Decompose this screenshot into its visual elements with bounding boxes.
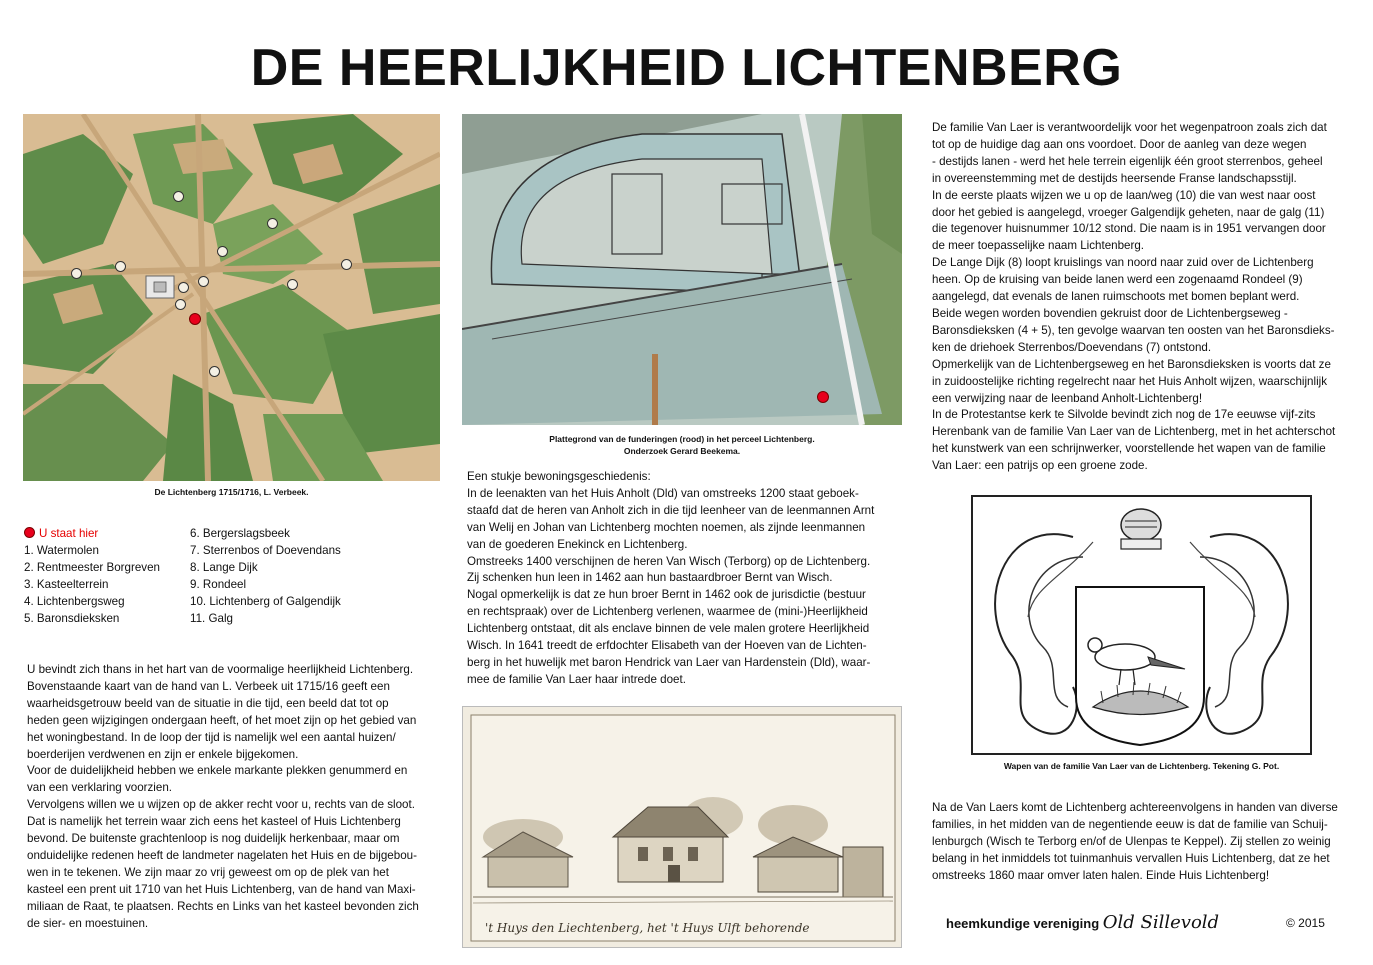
map-number-marker [178,282,189,293]
foundation-marker [817,391,829,403]
text-line: en rechtspraak) over de Lichtenberg verlenen, waarmee de (mini-)Heerlijkheid [467,605,868,619]
text-line: een verwijzing naar de leenband Anholt-Lichtenberg! [932,391,1203,405]
text-line: in zuidoostelijke richting regelrecht naar het Huis Anholt wijzen, waarschijnlijk [932,374,1328,388]
text-line: onduidelijke redenen heeft de landmeter nagelaten het Huis en de bijgebou- [27,848,417,862]
text-line: Na de Van Laers komt de Lichtenberg achtereenvolgens in handen van diverse [932,801,1338,814]
text-line: omstreeks 1860 maar omver laten halen. Einde Huis Lichtenberg! [932,868,1270,882]
foundation-caption-line2: Onderzoek Gerard Beekema. [623,446,741,456]
text-line: staafd dat de heren van Anholt zich in die tijd leenheer van de leenmannen Arnt [467,503,875,517]
text-line: Wisch. In 1641 treedt de erfdochter Elisabeth van der Hoeven van de Lichten- [467,639,867,653]
copyright: © 2015 [1286,916,1325,930]
text-line: wen in te tekenen. We zijn maar zo vrij geweest om op de plek van het [27,865,389,879]
legend-item: 9. Rondeel [190,578,247,591]
text-line: belang in het inmiddels tot tuinmanhuis vervallen Huis Lichtenberg, dat ze het [932,851,1330,865]
page-title: DE HEERLIJKHEID LICHTENBERG [250,39,1123,97]
text-line: aangelegd, dat evenals de lanen ruimschoots met bomen beplant werd. [932,290,1300,304]
text-line: In de eerste plaats wijzen we u op de laan/weg (10) die van west naar oost [932,188,1316,202]
foundation-plan-drawing [462,114,902,425]
text-line: door het gebied is aangelegd, vroeger Galgendijk geheten, naar de galg (11) [932,205,1325,219]
legend-marker [24,527,35,538]
foundation-plan-caption [462,433,902,457]
text-line: Baronsdieksken (4 + 5), ten gevolge waarvan ten oosten van het Baronsdieks- [932,323,1335,337]
text-line: Een stukje bewoningsgeschiedenis: [467,470,651,483]
text-line: Nogal opmerkelijk is dat ze hun broer Bernt in 1462 ook de jurisdictie (bestuur [467,588,866,602]
text-line: bevond. De buitenste grachtenloop is nog duidelijk herkenbaar, maar om [27,832,400,846]
legend-item: 1. Watermolen [24,544,99,557]
text-line: Dat is namelijk het terrein waar zich eens het kasteel of Huis Lichtenberg [27,815,401,829]
text-line: mee de familie Van Laer haar intrede doet. [467,672,686,686]
text-line: Opmerkelijk van de Lichtenbergseweg en het Baronsdieksken is voorts dat ze [932,357,1331,371]
text-line: die tegenover huisnummer 10/12 stond. Die naam is in 1951 vervangen door [932,222,1326,236]
legend-item: 3. Kasteelterrein [24,578,109,591]
middle-text-block [467,469,907,689]
text-line: het kunstwerk van een schrijnwerker, voorstellende het wapen van de familie [932,442,1326,456]
coat-of-arms-drawing [973,497,1310,753]
text-line: heen. Op de kruising van beide lanen werd een zogenaamd Rondeel (9) [932,273,1303,287]
text-line: het woningbestand. In de loop der tijd is namelijk wel een aantal huizen/ [27,730,396,744]
text-line: De Lange Dijk (8) loopt kruislings van noord naar zuid over de Lichtenberg [932,256,1314,270]
text-line: ken de driehoek Sterrenbos/Doevendans (7) ontstond. [932,340,1212,354]
legend-item: 2. Rentmeester Borgreven [24,561,160,574]
legend-item: 5. Baronsdieksken [24,612,120,625]
map-number-marker [198,276,209,287]
text-line: boerderijen verdwenen en zijn er enkele bijgekomen. [27,747,299,761]
map-number-marker [267,218,278,229]
text-line: Van Laer: een patrijs op een groene zode. [932,459,1148,473]
footer-society [946,912,1219,933]
engraving-huis-lichtenberg [462,706,902,948]
you-are-here-marker [189,313,201,325]
footer-brand: Old Sillevold [1102,912,1220,933]
historic-map [23,114,440,481]
engraving-inscription: 't Huys den Liechtenberg, het 't Huys Ulft behorende [485,921,810,935]
legend-item: 8. Lange Dijk [190,561,258,574]
map-number-marker [217,246,228,257]
historic-map-drawing [23,114,440,481]
coat-of-arms-caption: Wapen van de familie Van Laer van de Lichtenberg. Tekening G. Pot. [1003,761,1280,771]
foundation-plan [462,114,902,425]
legend-item: 4. Lichtenbergsweg [24,595,125,608]
legend-item: 11. Galg [190,612,233,625]
text-line: Voor de duidelijkheid hebben we enkele markante plekken genummerd en [27,764,408,778]
footer-prefix: heemkundige vereniging [946,916,1103,931]
map-number-marker [173,191,184,202]
engraving-drawing [463,707,902,948]
text-line: de sier- en moestuinen. [27,916,149,930]
legend-item: 7. Sterrenbos of Doevendans [190,544,341,557]
legend-item: 6. Bergerslagsbeek [190,527,290,540]
legend-here: U staat hier [39,527,99,540]
map-number-marker [115,261,126,272]
text-line: U bevindt zich thans in het hart van de voormalige heerlijkheid Lichtenberg. [27,663,414,676]
text-line: In de Protestantse kerk te Silvolde bevindt zich nog de 17e eeuwse vijf-zits [932,408,1316,422]
text-line: - destijds lanen - werd het hele terrein eigenlijk één groot sterrenbos, geheel [932,154,1323,168]
left-text-block [27,662,439,933]
historic-map-caption: De Lichtenberg 1715/1716, L. Verbeek. [154,487,309,497]
text-line: Beide wegen worden bovendien gekruist door de Lichtenbergseweg - [932,306,1288,320]
text-line: waarheidsgetrouw beeld van de situatie in die tijd, een beeld dat tot op [27,696,389,710]
text-line: de meer toepasselijke naam Lichtenberg. [932,239,1145,253]
text-line: lenburgch (Wisch te Terborg en/of de Ulenpas te Keppel). Zij stellen zo weinig [932,834,1331,848]
text-line: tot op de huidige dag aan ons voordoet. Door de aanleg van deze wegen [932,137,1307,151]
foundation-caption-line1: Plattegrond van de funderingen (rood) in het perceel Lichtenberg. [549,434,815,444]
text-line: In de leenakten van het Huis Anholt (Dld) van omstreeks 1200 staat geboek- [467,486,859,500]
bottom-right-text-block [932,800,1364,885]
text-line: Lichtenberg ontstaat, dit als enclave binnen de vele malen grotere Heerlijkheid [467,622,870,636]
map-number-marker [341,259,352,270]
map-number-marker [175,299,186,310]
coat-of-arms [971,495,1312,755]
text-line: Bovenstaande kaart van de hand van L. Verbeek uit 1715/16 geeft een [27,679,390,693]
text-line: Vervolgens willen we u wijzen op de akker recht voor u, rechts van de sloot. [27,798,415,812]
text-line: van Welij en Johan van Lichtenberg mochten noemen, als zijnde leenmannen [467,520,866,534]
map-number-marker [209,366,220,377]
legend-item: 10. Lichtenberg of Galgendijk [190,595,341,608]
map-number-marker [71,268,82,279]
text-line: Herenbank van de familie Van Laer van de Lichtenberg, met in het achterschot [932,425,1336,439]
text-line: De familie Van Laer is verantwoordelijk voor het wegenpatroon zoals zich dat [932,121,1327,134]
map-number-marker [287,279,298,290]
text-line: berg in het huwelijk met baron Hendrick van Laer van Hardenstein (Dld), waar- [467,655,871,669]
text-line: miliaan de Raat, te plaatsen. Rechts en Links van het kasteel bevonden zich [27,899,419,913]
text-line: in overeenstemming met de destijds heersende Franse landschapsstijl. [932,171,1297,185]
legend-column-2 [190,525,341,627]
text-line: kasteel een prent uit 1710 van het Huis Lichtenberg, van de hand van Maxi- [27,882,416,896]
text-line: Zij schenken hun leen in 1462 aan hun bastaardbroer Bernt van Wisch. [467,571,833,585]
text-line: van de goederen Enekinck en Lichtenberg. [467,537,688,551]
text-line: families, in het midden van de negentiende eeuw is dat de familie van Schuij- [932,817,1328,831]
text-line: van een verklaring voorzien. [27,781,173,795]
text-line: heden geen wijzigingen ondergaan heeft, of het moet zijn op het gebied van [27,713,417,727]
text-line: Omstreeks 1400 verschijnen de heren Van Wisch (Terborg) op de Lichtenberg. [467,554,871,568]
right-text-block [932,120,1364,475]
legend [24,525,160,627]
